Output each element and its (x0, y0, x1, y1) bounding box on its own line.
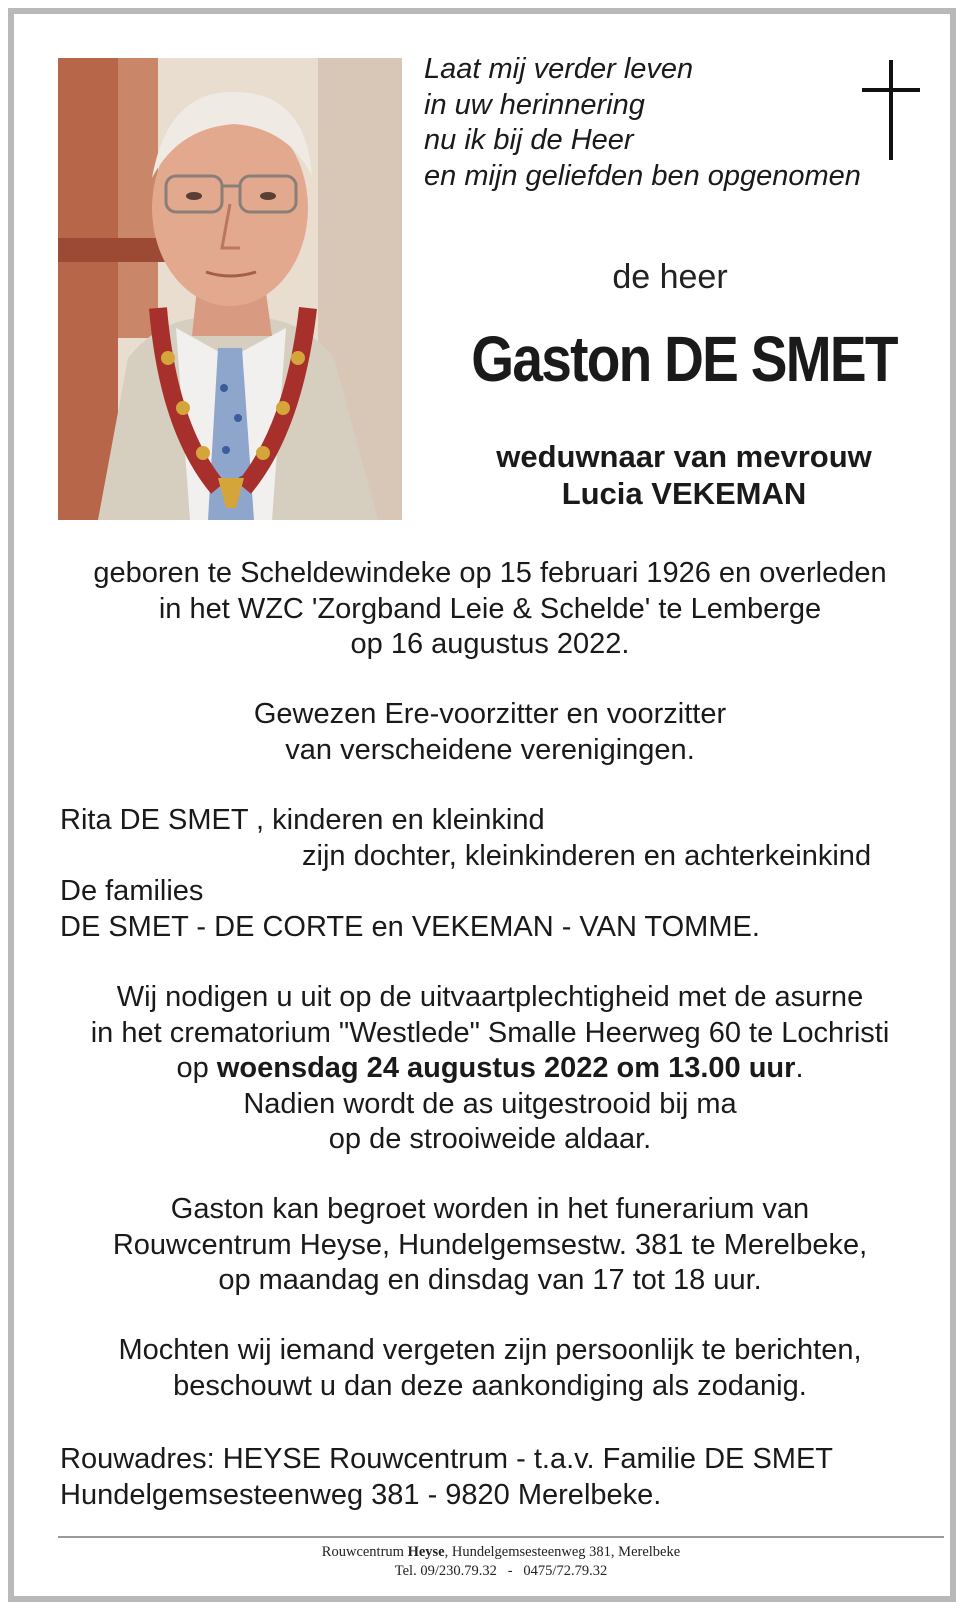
footer-phones: Tel. 09/230.79.32 - 0475/72.79.32 (394, 1563, 608, 1579)
address-line: Hundelgemsesteenweg 381 - 9820 Merelbeke. (60, 1478, 662, 1511)
widow-line: weduwnaar van mevrouw (496, 439, 872, 474)
visitation-line: op maandag en dinsdag van 17 tot 18 uur. (218, 1264, 762, 1296)
birth-death-line: geboren te Scheldewindeke op 15 februari 1926 en overleden (93, 557, 887, 589)
notice-line: beschouwt u dan deze aankondiging als zodanig. (173, 1369, 807, 1402)
birth-death-section (40, 556, 940, 663)
cross-icon (862, 60, 920, 160)
family-line: DE SMET - DE CORTE en VEKEMAN - VAN TOMME. (60, 910, 760, 943)
ceremony-date: woensdag 24 augustus 2022 om 13.00 uur (216, 1052, 796, 1084)
footer (58, 1543, 944, 1581)
notice-section (40, 1333, 940, 1404)
footer-divider (58, 1536, 944, 1538)
funeral-home-brand: Heyse (407, 1544, 445, 1560)
ceremony-line: Nadien wordt de as uitgestrooid bij ma (243, 1087, 737, 1120)
poem-line: Laat mij verder leven (424, 53, 694, 85)
family-line: Rita DE SMET , kinderen en kleinkind (60, 804, 545, 836)
poem-line: in uw herinnering (424, 88, 645, 121)
birth-death-line: op 16 augustus 2022. (350, 628, 630, 660)
ceremony-date-prefix: op (176, 1052, 217, 1084)
family-line: De families (60, 875, 204, 907)
widow-of (424, 438, 944, 512)
address-section (60, 1442, 833, 1513)
footer-suffix: , Hundelgemsesteenweg 381, Merelbeke (444, 1544, 681, 1560)
birth-death-line: in het WZC 'Zorgband Leie & Schelde' te Lemberge (158, 592, 822, 625)
ceremony-date-suffix: . (795, 1052, 804, 1084)
ceremony-line: op de strooiweide aldaar. (328, 1123, 652, 1155)
portrait-photo (58, 58, 402, 520)
footer-prefix: Rouwcentrum (321, 1544, 408, 1560)
address-line: Rouwadres: HEYSE Rouwcentrum - t.a.v. Familie DE SMET (60, 1443, 834, 1475)
poem-line: nu ik bij de Heer (424, 124, 634, 156)
honors-line: van verscheidene verenigingen. (285, 733, 695, 766)
salutation: de heer (612, 258, 728, 296)
honors-section (40, 697, 940, 768)
poem-line: en mijn geliefden ben opgenomen (424, 159, 861, 192)
funeral-home-line (58, 1543, 944, 1562)
ceremony-line: in het crematorium "Westlede" Smalle Heerweg 60 te Lochristi (90, 1016, 890, 1049)
ceremony-line: Wij nodigen u uit op de uitvaartplechtigheid met de asurne (116, 981, 864, 1013)
family-section (60, 803, 871, 945)
visitation-section (40, 1192, 940, 1299)
notice-line: Mochten wij iemand vergeten zijn persoonlijk te berichten, (118, 1334, 862, 1366)
poem (424, 52, 861, 194)
spouse-name: Lucia VEKEMAN (561, 476, 807, 511)
honors-line: Gewezen Ere-voorzitter en voorzitter (253, 698, 727, 730)
ceremony-section (40, 980, 940, 1158)
visitation-line: Gaston kan begroet worden in het funerarium van (170, 1193, 810, 1225)
deceased-name: Gaston DE SMET (471, 323, 897, 395)
ceremony-date-line (40, 1051, 940, 1087)
visitation-line: Rouwcentrum Heyse, Hundelgemsestw. 381 te Merelbeke, (112, 1228, 868, 1261)
family-line: zijn dochter, kleinkinderen en achterkeinkind (302, 839, 872, 872)
